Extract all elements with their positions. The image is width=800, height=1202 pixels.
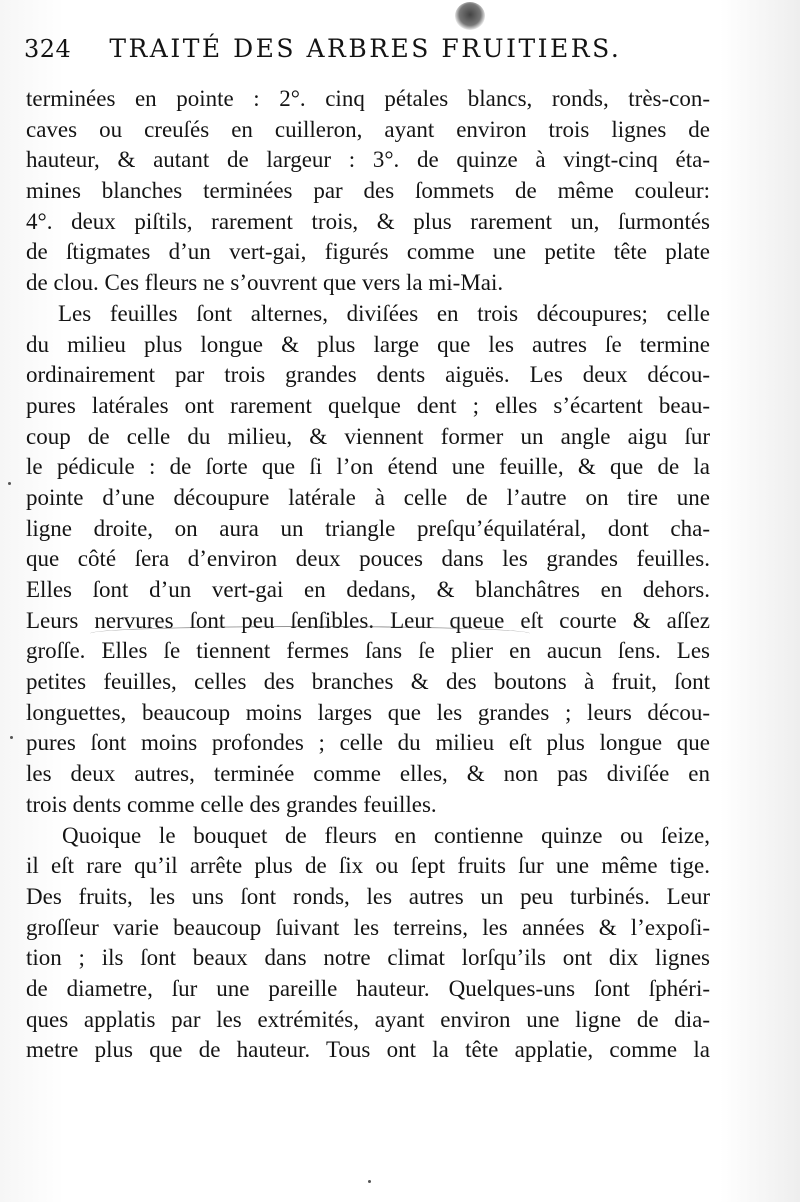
text-line: du milieu plus longue & plus large que les autres ſe termine	[26, 331, 710, 357]
page-number: 324	[24, 35, 72, 63]
text-line: Elles ſont d’un vert-gai en dedans, & blanchâtres en dehors.	[26, 577, 710, 602]
text-line: il eſt rare qu’il arrête plus de ſix ou ſept fruits ſur une même tige.	[26, 853, 710, 879]
margin-speck	[10, 736, 13, 739]
text-line: de ſtigmates d’un vert-gai, figurés comme une petite tête plate	[26, 239, 710, 265]
text-line: pures latérales ont rarement quelque dent ; elles s’écartent beau-	[26, 392, 710, 418]
page-hole-mark	[455, 2, 485, 30]
paragraph-start-line: Quoique le bouquet de fleurs en contienne quinze ou ſeize,	[62, 822, 710, 848]
text-line: tion ; ils ſont beaux dans notre climat lorſqu’ils ont dix lignes	[26, 945, 710, 971]
pen-stroke-mark	[90, 626, 530, 641]
text-line: groſſe. Elles ſe tiennent fermes ſans ſe plier en aucun ſens. Les	[26, 638, 710, 664]
running-title: TRAITÉ DES ARBRES FRUITIERS.	[109, 34, 622, 63]
text-line: de clou. Ces fleurs ne s’ouvrent que vers la mi-Mai.	[26, 270, 504, 296]
text-line: hauteur, & autant de largeur : 3°. de quinze à vingt-cinq éta-	[26, 147, 710, 173]
text-line: de diametre, ſur une pareille hauteur. Quelques-uns ſont ſphéri-	[26, 975, 710, 1001]
text-line: caves ou creuſés en cuilleron, ayant environ trois lignes de	[26, 116, 710, 142]
page-header	[24, 34, 764, 82]
margin-speck	[8, 482, 11, 485]
text-line: Leurs nervures ſont peu ſenſibles. Leur queue eſt courte & aſſez	[26, 607, 710, 633]
text-line: groſſeur varie beaucoup ſuivant les terreins, les années & l’expoſi-	[26, 914, 710, 940]
text-line: ligne droite, on aura un triangle preſqu’équilatéral, dont cha-	[26, 515, 710, 541]
text-line: coup de celle du milieu, & viennent former un angle aigu ſur	[26, 423, 710, 449]
text-line: les deux autres, terminée comme elles, & non pas diviſée en	[26, 761, 710, 787]
text-line: pointe d’une découpure latérale à celle de l’autre on tire une	[26, 484, 710, 510]
margin-speck	[368, 1180, 371, 1183]
text-line: terminées en pointe : 2°. cinq pétales blancs, ronds, très-con-	[26, 86, 710, 111]
paragraph-start-line: Les feuilles ſont alternes, diviſées en trois découpures; celle	[58, 300, 710, 326]
text-line: ordinairement par trois grandes dents aiguës. Les deux décou-	[26, 362, 710, 388]
text-line: trois dents comme celle des grandes feuilles.	[26, 791, 437, 817]
body-text	[26, 84, 710, 1066]
text-line: que côté ſera d’environ deux pouces dans les grandes feuilles.	[26, 546, 710, 572]
text-line: Des fruits, les uns ſont ronds, les autres un peu turbinés. Leur	[26, 883, 710, 909]
text-line: ques applatis par les extrémités, ayant environ une ligne de dia-	[26, 1006, 710, 1032]
text-line: petites feuilles, celles des branches & des boutons à fruit, ſont	[26, 669, 710, 695]
text-line: longuettes, beaucoup moins larges que les grandes ; leurs décou-	[26, 699, 710, 725]
text-line: mines blanches terminées par des ſommets de même couleur:	[26, 178, 710, 204]
text-line: 4°. deux piſtils, rarement trois, & plus rarement un, ſurmontés	[26, 208, 710, 234]
text-line: le pédicule : de ſorte que ſi l’on étend une feuille, & que de la	[26, 454, 710, 480]
text-line: metre plus que de hauteur. Tous ont la tête applatie, comme la	[26, 1037, 710, 1063]
text-line: pures ſont moins profondes ; celle du milieu eſt plus longue que	[26, 730, 710, 756]
